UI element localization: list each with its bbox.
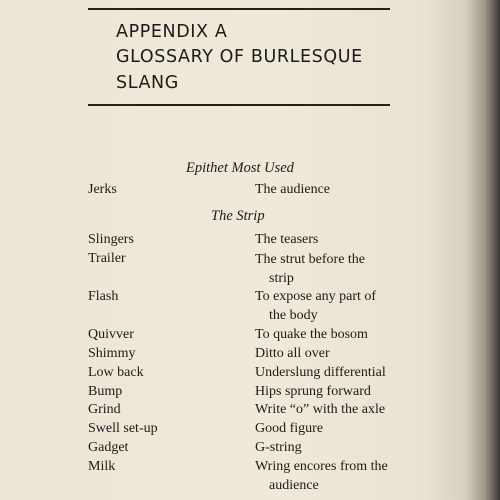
section-title-epithet: Epithet Most Used — [186, 160, 294, 176]
term-gadget: Gadget — [88, 440, 129, 455]
term-jerks: Jerks — [88, 182, 117, 197]
definition-milk: Wring encores from the — [255, 459, 388, 474]
term-bump: Bump — [88, 384, 123, 399]
term-swell-set-up: Swell set-up — [88, 421, 158, 436]
term-flash: Flash — [88, 289, 119, 304]
definition-quivver: To quake the bosom — [255, 327, 368, 342]
term-trailer: Trailer — [88, 251, 126, 266]
definition-flash-continued: the body — [269, 308, 318, 323]
glossary-title-continued: SLANG — [116, 73, 179, 93]
definition-trailer: The strut before the — [255, 252, 366, 267]
definition-trailer-continued: strip — [269, 271, 294, 286]
definition-slingers: The teasers — [255, 232, 319, 247]
top-rule — [88, 8, 390, 10]
definition-bump: Hips sprung forward — [255, 384, 371, 399]
definition-gadget: G-string — [255, 440, 302, 455]
glossary-title: GLOSSARY OF BURLESQUE — [116, 47, 363, 67]
term-low-back: Low back — [88, 365, 144, 380]
definition-low-back: Underslung differential — [255, 365, 386, 380]
term-grind: Grind — [88, 402, 121, 417]
definition-grind: Write “o” with the axle — [255, 402, 386, 417]
definition-milk-continued: audience — [269, 478, 319, 493]
definition-shimmy: Ditto all over — [255, 346, 330, 361]
definition-swell-set-up: Good figure — [255, 421, 324, 436]
definition-flash: To expose any part of — [255, 289, 377, 304]
bottom-rule — [88, 104, 390, 106]
appendix-label: APPENDIX A — [116, 22, 228, 42]
term-milk: Milk — [88, 459, 116, 474]
term-slingers: Slingers — [88, 232, 134, 247]
section-title-strip: The Strip — [211, 208, 265, 224]
term-shimmy: Shimmy — [88, 346, 136, 361]
term-quivver: Quivver — [88, 327, 134, 342]
definition-jerks: The audience — [255, 182, 331, 197]
